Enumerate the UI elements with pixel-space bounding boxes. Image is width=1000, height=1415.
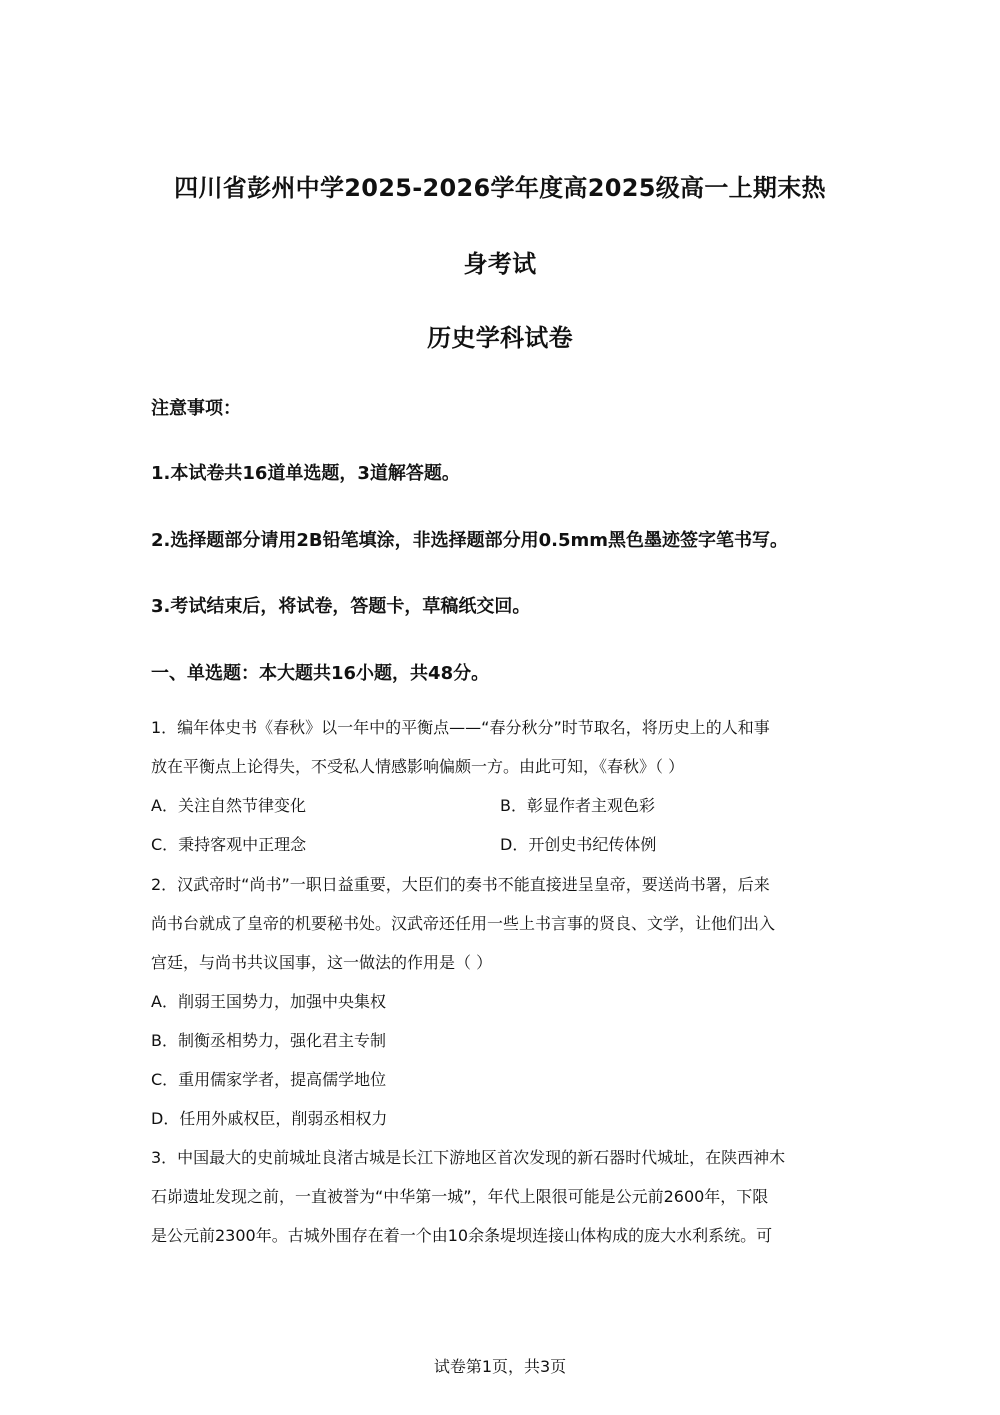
question-2-option-a: A．削弱王国势力，加强中央集权 (151, 992, 386, 1011)
question-2-option-b: B．制衡丞相势力，强化君主专制 (151, 1031, 386, 1050)
question-3-stem-line: 石峁遗址发现之前，一直被誉为“中华第一城”，年代上限很可能是公元前2600年，下限 (151, 1187, 769, 1206)
question-2-option-d: D．任用外戚权臣，削弱丞相权力 (151, 1109, 388, 1128)
question-2-option-c: C．重用儒家学者，提高儒学地位 (151, 1070, 387, 1089)
page-footer: 试卷第1页，共3页 (433, 1357, 567, 1376)
question-2-stem-line: 尚书台就成了皇帝的机要秘书处。汉武帝还任用一些上书言事的贤良、文学，让他们出入 (151, 914, 776, 933)
notice-item: 3.考试结束后，将试卷，答题卡，草稿纸交回。 (151, 596, 531, 617)
question-3-stem-line: 3．中国最大的史前城址良渚古城是长江下游地区首次发现的新石器时代城址，在陕西神木 (151, 1148, 786, 1167)
question-1-stem-line: 放在平衡点上论得失，不受私人情感影响偏颇一方。由此可知，《春秋》（ ） (151, 757, 685, 776)
notice-item: 2.选择题部分请用2B铅笔填涂，非选择题部分用0.5mm黑色墨迹签字笔书写。 (151, 530, 789, 551)
question-1-stem-line: 1．编年体史书《春秋》以一年中的平衡点——“春分秋分”时节取名，将历史上的人和事 (151, 718, 770, 737)
subject-title: 历史学科试卷 (427, 324, 573, 352)
exam-title-line2: 身考试 (463, 250, 537, 278)
exam-title-line1: 四川省彭州中学2025-2026学年度高2025级高一上期末热 (174, 174, 826, 202)
notice-item: 1.本试卷共16道单选题，3道解答题。 (151, 463, 460, 484)
question-2-stem-line: 2．汉武帝时“尚书”一职日益重要，大臣们的奏书不能直接进呈皇帝，要送尚书署，后来 (151, 875, 770, 894)
section-heading: 一、单选题：本大题共16小题，共48分。 (151, 663, 490, 684)
question-3-stem-line: 是公元前2300年。古城外围存在着一个由10余条堤坝连接山体构成的庞大水利系统。可 (151, 1226, 773, 1245)
question-1-option-d: D．开创史书纪传体例 (500, 835, 657, 854)
question-2-stem-line: 宫廷，与尚书共议国事，这一做法的作用是（ ） (151, 953, 493, 972)
question-1-option-c: C．秉持客观中正理念 (151, 835, 307, 854)
question-1-option-a: A．关注自然节律变化 (151, 796, 306, 815)
question-1-option-b: B．彰显作者主观色彩 (500, 796, 655, 815)
notice-heading: 注意事项： (151, 398, 241, 419)
